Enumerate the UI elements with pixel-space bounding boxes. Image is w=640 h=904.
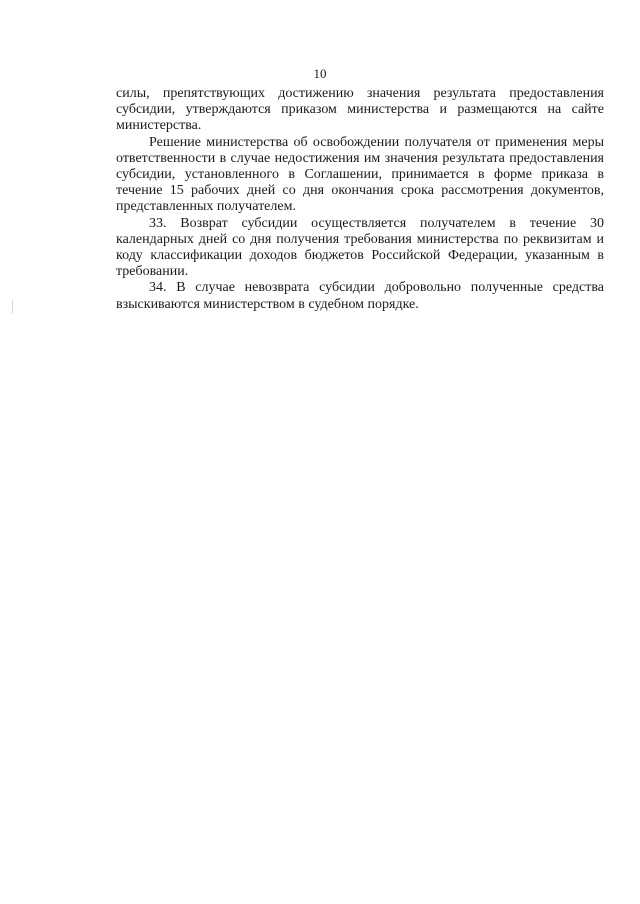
paragraph-continuation: силы, препятствующих достижению значения результата предоставления субсидии, утверждаются приказом министерства и размещаются на сайте министерства. [116, 86, 604, 134]
body-text [116, 86, 604, 313]
scan-margin-mark [12, 300, 13, 314]
paragraph-34: 34. В случае невозврата субсидии добровольно полученные средства взыскиваются министерством в судебном порядке. [116, 280, 604, 312]
paragraph-33: 33. Возврат субсидии осуществляется получателем в течение 30 календарных дней со дня получения требования министерства по реквизитам и коду классификации доходов бюджетов Российской Федерации, указанным в требовании. [116, 215, 604, 280]
page-number: 10 [313, 66, 327, 81]
paragraph-decision: Решение министерства об освобождении получателя от применения меры ответственности в случае недостижения им значения результата предоставления субсидии, установленного в Соглашении, принимается в форме приказа в течение 15 рабочих дней со дня окончания срока рассмотрения документов, представленных получателем. [116, 134, 604, 215]
